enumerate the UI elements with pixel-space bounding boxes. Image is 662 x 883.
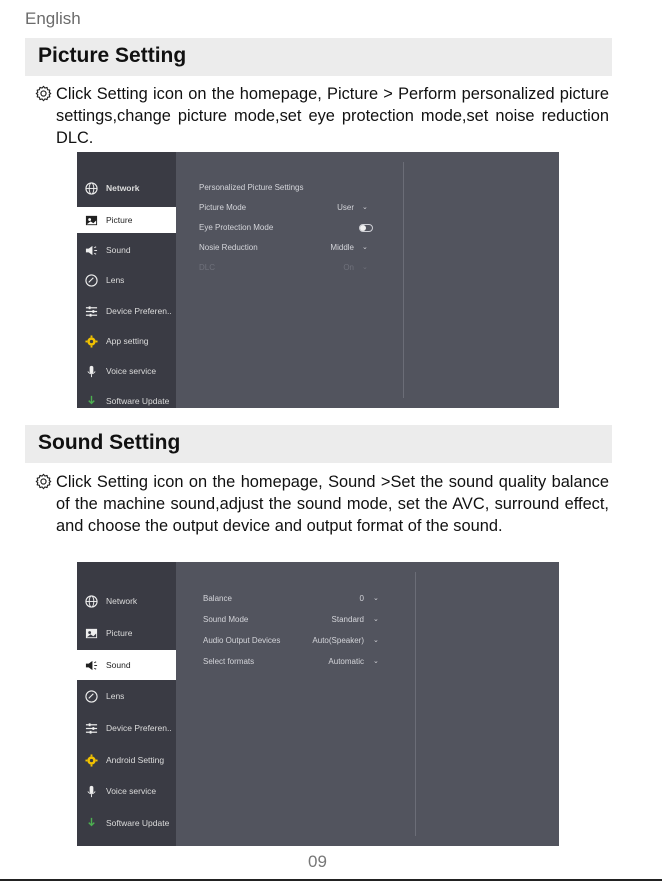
picture-mode-value[interactable]: User: [337, 203, 354, 212]
sidebar-item-picture[interactable]: [77, 620, 176, 646]
sliders-icon: [85, 305, 98, 318]
sidebar-item-label: App setting: [106, 336, 149, 346]
lens-icon: [85, 274, 98, 287]
sidebar-item-label: Network: [106, 596, 138, 606]
sidebar-item-label: Software Update: [106, 818, 170, 828]
dlc-value: On: [343, 263, 354, 272]
select-formats-value[interactable]: Automatic: [328, 657, 364, 666]
sound-description-text: Click Setting icon on the homepage, Sound >Set the sound quality balance of the machine sound,adjust the sound mode, set the AVC, surround effect, and choose the output device and output format of the sound.: [56, 473, 609, 535]
sidebar-item-label: Network: [106, 183, 140, 193]
settings-gear-icon: [35, 473, 52, 490]
sidebar-item-network[interactable]: [77, 175, 176, 201]
sidebar-item-label: Lens: [106, 275, 125, 285]
audio-output-label[interactable]: Audio Output Devices: [203, 636, 281, 645]
picture-section-title: Picture Setting: [38, 44, 187, 67]
sidebar-item-app-setting[interactable]: [77, 328, 176, 354]
sidebar-item-sound[interactable]: [77, 650, 176, 680]
sidebar-item-picture[interactable]: [77, 207, 176, 233]
sidebar-item-label: Sound: [106, 660, 131, 670]
page-number: 09: [308, 852, 327, 871]
picture-icon: [85, 627, 98, 640]
picture-description-text: Click Setting icon on the homepage, Picture > Perform personalized picture settings,change picture mode,set eye protection mode,set noise reduction DLC.: [56, 85, 609, 147]
gear-icon: [85, 335, 98, 348]
sliders-icon: [85, 722, 98, 735]
sidebar-item-label: Voice service: [106, 786, 157, 796]
chevron-down-icon: ⌄: [373, 595, 379, 602]
eye-protection-toggle[interactable]: [359, 224, 373, 232]
sidebar-item-network[interactable]: [77, 588, 176, 614]
speaker-icon: [85, 659, 98, 672]
globe-icon: [85, 182, 98, 195]
sidebar-item-label: Device Preferen..: [106, 306, 172, 316]
sidebar-item-android-setting[interactable]: [77, 747, 176, 773]
chevron-down-icon: ⌄: [362, 264, 368, 271]
sound-settings-screenshot: [77, 562, 559, 846]
sidebar-item-lens[interactable]: [77, 683, 176, 709]
sidebar-item-voice-service[interactable]: [77, 358, 176, 384]
speaker-icon: [85, 244, 98, 257]
chevron-down-icon: ⌄: [362, 204, 368, 211]
sidebar-item-device-preferences[interactable]: [77, 715, 176, 741]
chevron-down-icon: ⌄: [373, 658, 379, 665]
picture-icon: [85, 214, 98, 227]
picture-section-header: [25, 38, 612, 76]
footer-rule: [0, 879, 662, 881]
sidebar-item-label: Device Preferen..: [106, 723, 172, 733]
sidebar-item-label: Android Setting: [106, 755, 165, 765]
sidebar-item-software-update[interactable]: [77, 388, 176, 408]
settings-gear-icon: [35, 85, 52, 102]
download-icon: [85, 395, 98, 408]
noise-reduction-label[interactable]: Nosie Reduction: [199, 243, 258, 252]
download-icon: [85, 817, 98, 830]
chevron-down-icon: ⌄: [373, 637, 379, 644]
sound-section-header: [25, 425, 612, 463]
picture-description: [35, 83, 609, 149]
chevron-down-icon: ⌄: [362, 244, 368, 251]
sidebar-item-device-preferences[interactable]: [77, 298, 176, 324]
microphone-icon: [85, 365, 98, 378]
sidebar-item-label: Voice service: [106, 366, 157, 376]
panel-divider: [415, 572, 416, 836]
sidebar-item-label: Sound: [106, 245, 131, 255]
sidebar-item-voice-service[interactable]: [77, 778, 176, 804]
settings-heading: Personalized Picture Settings: [199, 183, 304, 192]
sound-mode-label[interactable]: Sound Mode: [203, 615, 249, 624]
sound-description: [35, 471, 609, 537]
balance-value[interactable]: 0: [359, 594, 364, 603]
sidebar-item-label: Picture: [106, 215, 133, 225]
gear-icon: [85, 754, 98, 767]
select-formats-label[interactable]: Select formats: [203, 657, 255, 666]
language-label: English: [25, 9, 81, 28]
dlc-label: DLC: [199, 263, 216, 272]
audio-output-value[interactable]: Auto(Speaker): [312, 636, 364, 645]
picture-settings-screenshot: [77, 152, 559, 408]
picture-mode-label[interactable]: Picture Mode: [199, 203, 247, 212]
eye-protection-label[interactable]: Eye Protection Mode: [199, 223, 274, 232]
panel-divider: [403, 162, 404, 398]
sound-section-title: Sound Setting: [38, 431, 181, 454]
sidebar-item-software-update[interactable]: [77, 810, 176, 836]
sidebar-item-label: Software Update: [106, 396, 170, 406]
noise-reduction-value[interactable]: Middle: [330, 243, 354, 252]
sidebar-item-label: Lens: [106, 691, 125, 701]
sidebar-item-label: Picture: [106, 628, 133, 638]
sidebar-item-sound[interactable]: [77, 237, 176, 263]
microphone-icon: [85, 785, 98, 798]
globe-icon: [85, 595, 98, 608]
chevron-down-icon: ⌄: [373, 616, 379, 623]
sidebar-item-lens[interactable]: [77, 267, 176, 293]
sound-mode-value[interactable]: Standard: [331, 615, 364, 624]
lens-icon: [85, 690, 98, 703]
balance-label[interactable]: Balance: [203, 594, 232, 603]
